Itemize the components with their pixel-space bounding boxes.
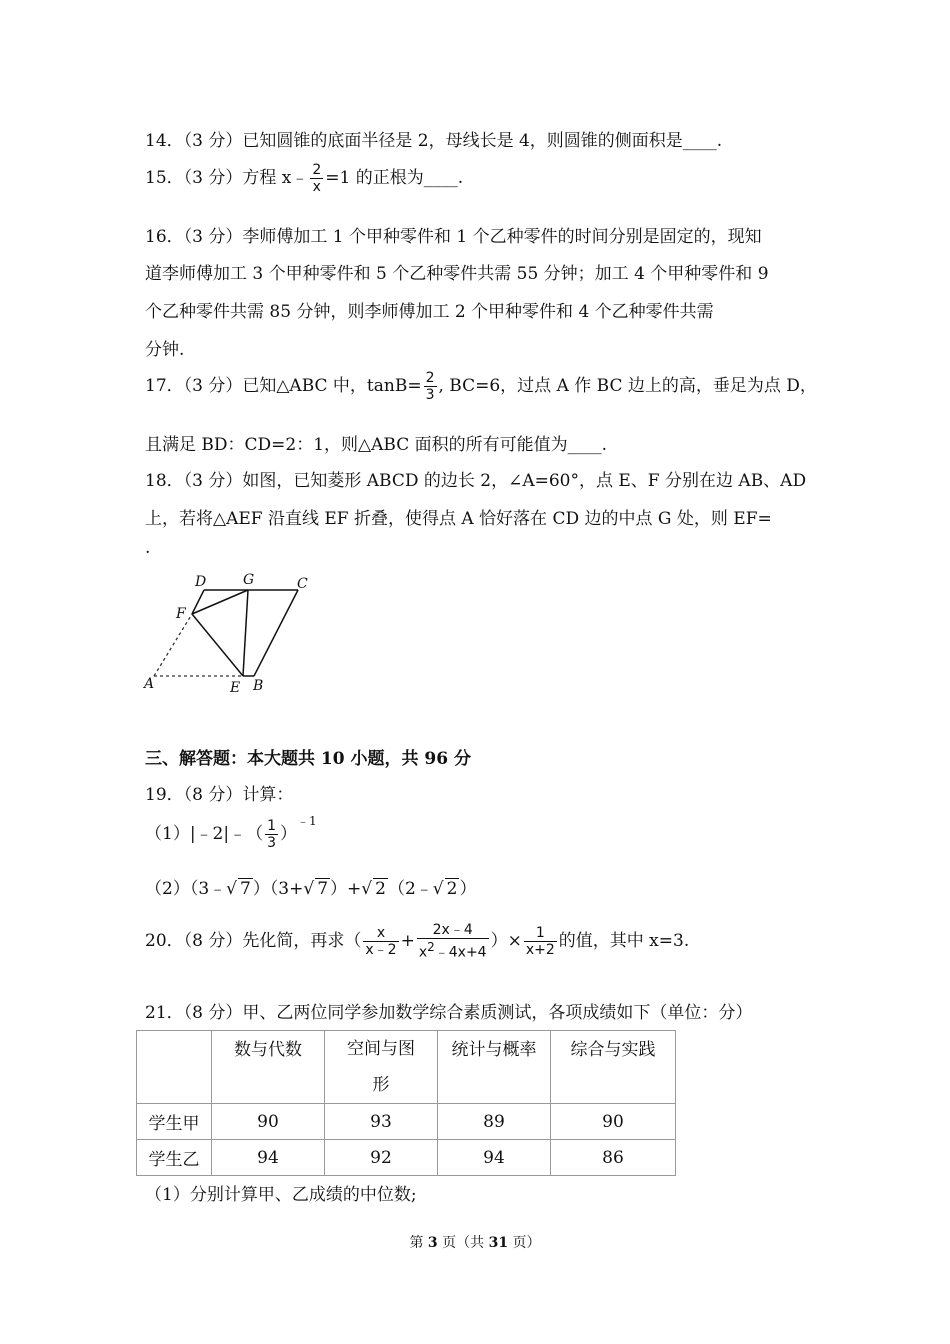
question-17-line2: 且满足 BD：CD=2：1，则△ABC 面积的所有可能值为____. xyxy=(145,435,608,455)
score-table xyxy=(136,1030,676,1176)
question-18-line2: 上，若将△AEF 沿直线 EF 折叠，使得点 A 恰好落在 CD 边的中点 G 处，则 EF= xyxy=(145,509,772,529)
q20-fraction-1: $\frac{x}{x﹣2}$ xyxy=(365,924,397,958)
question-19-title: 19．（8 分）计算： xyxy=(145,785,294,805)
question-14: 14．（3 分）已知圆锥的底面半径是 2，母线长是 4，则圆锥的侧面积是____. xyxy=(145,131,723,151)
page-number: 3 xyxy=(427,1235,438,1251)
q20-mid: ）× xyxy=(490,930,522,951)
cell: 89 xyxy=(438,1104,551,1140)
label-A: A xyxy=(144,676,155,692)
question-18-line3: . xyxy=(145,538,151,558)
header-space-shape: 空间与图 形 xyxy=(325,1031,438,1104)
edge-FG xyxy=(192,590,248,614)
table-row xyxy=(137,1104,676,1140)
question-16-line4: 分钟. xyxy=(145,340,185,360)
table-header-row xyxy=(137,1031,676,1104)
edge-GE xyxy=(243,590,248,676)
label-F: F xyxy=(176,606,186,622)
edge-FE xyxy=(192,614,243,676)
q19-p2-b: ）（3+ xyxy=(252,879,304,899)
table-row xyxy=(137,1140,676,1176)
question-17-line1 xyxy=(145,370,817,403)
label-G: G xyxy=(243,572,255,588)
q19-p2-c: ）+ xyxy=(330,879,362,899)
question-19-part2: （2）（3﹣√ 7 ）（3+√ 7 ）+√ 2 （2﹣√ 2 ） xyxy=(145,879,477,899)
question-16-line1: 16．（3 分）李师傅加工 1 个甲种零件和 1 个乙种零件的时间分别是固定的，现知 xyxy=(145,227,762,247)
q20-plus: + xyxy=(400,930,415,951)
cell: 93 xyxy=(325,1104,438,1140)
edge-AF-dashed xyxy=(154,614,192,676)
q19-p2-a: （2）（3﹣ xyxy=(145,879,227,899)
q20-pre: 20．（8 分）先化简，再求（ xyxy=(145,930,362,951)
sqrt-7-a: 7 xyxy=(239,879,251,899)
label-B: B xyxy=(253,678,264,694)
question-15 xyxy=(145,162,463,195)
cell: 94 xyxy=(438,1140,551,1176)
rhombus-figure xyxy=(140,568,320,698)
cell: 90 xyxy=(212,1104,325,1140)
question-16-line2: 道李师傅加工 3 个甲种零件和 5 个乙种零件共需 55 分钟；加工 4 个甲种零件和 9 xyxy=(145,264,769,284)
q19-fraction: $\frac{1}{3}$ xyxy=(267,818,277,851)
question-21-sub1: （1）分别计算甲、乙成绩的中位数; xyxy=(145,1185,417,1205)
row-name: 学生甲 xyxy=(137,1104,212,1140)
q20-fraction-3: $\frac{1}{x+2}$ xyxy=(525,924,555,958)
label-D: D xyxy=(195,574,207,590)
question-20 xyxy=(145,922,689,961)
q20-post: 的值，其中 x=3. xyxy=(558,930,690,951)
q15-fraction: $\frac{2}{x}$ xyxy=(312,162,322,195)
total-pages: 31 xyxy=(488,1235,509,1251)
question-16-line3: 个乙种零件共需 85 分钟，则李师傅加工 2 个甲种零件和 4 个乙种零件共需 xyxy=(145,302,714,322)
header-stats-probability: 统计与概率 xyxy=(438,1031,551,1104)
sqrt-2-b: 2 xyxy=(446,879,458,899)
question-19-part1 xyxy=(145,814,317,851)
page-footer: 第 3 页（共 31 页） xyxy=(409,1235,541,1251)
row-name: 学生乙 xyxy=(137,1140,212,1176)
label-C: C xyxy=(297,576,308,592)
q17-post: , BC=6，过点 A 作 BC 边上的高，垂足为点 D， xyxy=(438,376,817,396)
q19-p2-d: （2﹣ xyxy=(387,879,433,899)
cell: 92 xyxy=(325,1140,438,1176)
q20-fraction-2: $\frac{2x﹣4}{x2﹣4x+4}$ xyxy=(418,922,487,961)
q19-p2-e: ） xyxy=(459,879,477,899)
cell: 94 xyxy=(212,1140,325,1176)
section-3-heading: 三、解答题：本大题共 10 小题，共 96 分 xyxy=(145,749,471,769)
q19-p1-post: ） xyxy=(280,824,298,844)
question-21-title: 21．（8 分）甲、乙两位同学参加数学综合素质测试，各项成绩如下（单位：分） xyxy=(145,1003,753,1023)
cell: 90 xyxy=(551,1104,676,1140)
question-18-line1: 18．（3 分）如图，已知菱形 ABCD 的边长 2，∠A=60°，点 E、F 分别在边 AB、AD xyxy=(145,471,807,491)
q17-fraction: $\frac{2}{3}$ xyxy=(425,370,435,403)
q19-exponent: ﹣1 xyxy=(297,814,317,828)
header-empty xyxy=(137,1031,212,1104)
q17-pre: 17．（3 分）已知△ABC 中，tanB= xyxy=(145,376,422,396)
label-E: E xyxy=(230,680,241,696)
cell: 86 xyxy=(551,1140,676,1176)
sqrt-2-a: 2 xyxy=(375,879,386,899)
sqrt-7-b: 7 xyxy=(317,879,329,899)
header-number-algebra: 数与代数 xyxy=(212,1031,325,1104)
edge-CB xyxy=(254,590,298,676)
header-comprehensive-practice: 综合与实践 xyxy=(551,1031,676,1104)
q15-post: =1 的正根为____. xyxy=(325,168,464,188)
q15-pre: 15．（3 分）方程 x﹣ xyxy=(145,168,309,188)
q19-p1-pre: （1）|﹣2|﹣（ xyxy=(145,824,264,844)
